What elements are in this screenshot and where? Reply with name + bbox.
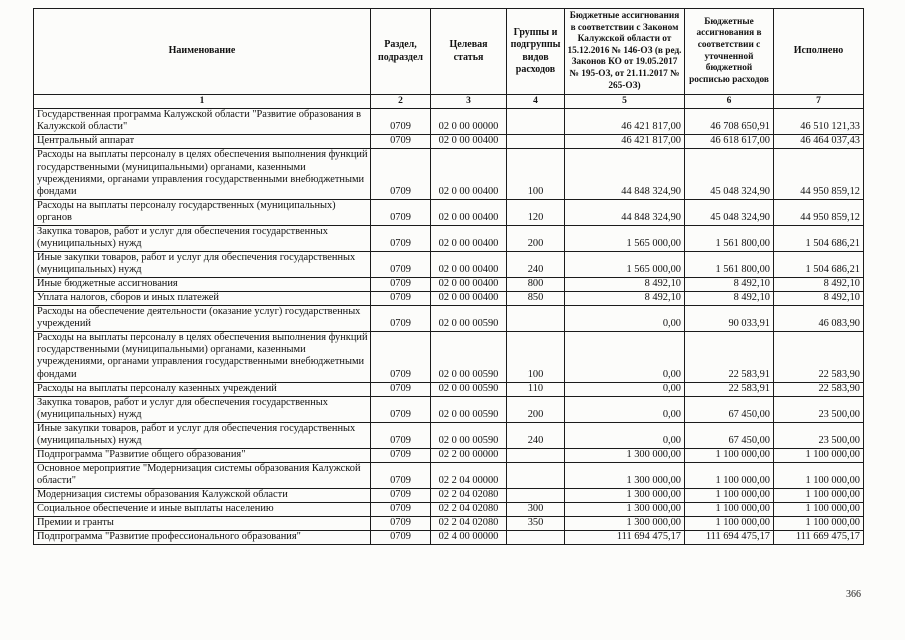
section-subsection-cell: 0709 bbox=[371, 489, 431, 503]
column-number: 4 bbox=[507, 95, 565, 109]
target-article-cell: 02 0 00 00400 bbox=[431, 225, 507, 251]
name-cell: Подпрограмма "Развитие общего образования" bbox=[34, 448, 371, 462]
header-name: Наименование bbox=[34, 9, 371, 95]
table-row bbox=[34, 448, 864, 462]
page-number: 366 bbox=[846, 589, 861, 600]
name-cell: Премии и гранты bbox=[34, 517, 371, 531]
law-appropriation-cell: 0,00 bbox=[565, 306, 685, 332]
executed-cell: 46 083,90 bbox=[774, 306, 864, 332]
section-subsection-cell: 0709 bbox=[371, 199, 431, 225]
name-cell: Государственная программа Калужской области "Развитие образования в Калужской области" bbox=[34, 109, 371, 135]
table-row bbox=[34, 531, 864, 545]
updated-appropriation-cell: 1 100 000,00 bbox=[685, 462, 774, 488]
executed-cell: 1 100 000,00 bbox=[774, 517, 864, 531]
section-subsection-cell: 0709 bbox=[371, 251, 431, 277]
expense-group-cell: 800 bbox=[507, 278, 565, 292]
expense-group-cell: 200 bbox=[507, 396, 565, 422]
updated-appropriation-cell: 8 492,10 bbox=[685, 292, 774, 306]
law-appropriation-cell: 1 300 000,00 bbox=[565, 448, 685, 462]
header-target-article: Целевая статья bbox=[431, 9, 507, 95]
column-number-row bbox=[34, 95, 864, 109]
target-article-cell: 02 2 04 02080 bbox=[431, 503, 507, 517]
section-subsection-cell: 0709 bbox=[371, 332, 431, 382]
table-row bbox=[34, 332, 864, 382]
law-appropriation-cell: 1 300 000,00 bbox=[565, 517, 685, 531]
updated-appropriation-cell: 67 450,00 bbox=[685, 396, 774, 422]
law-appropriation-cell: 1 300 000,00 bbox=[565, 503, 685, 517]
target-article-cell: 02 0 00 00590 bbox=[431, 306, 507, 332]
column-number: 7 bbox=[774, 95, 864, 109]
updated-appropriation-cell: 8 492,10 bbox=[685, 278, 774, 292]
executed-cell: 1 100 000,00 bbox=[774, 448, 864, 462]
executed-cell: 8 492,10 bbox=[774, 278, 864, 292]
expense-group-cell bbox=[507, 109, 565, 135]
executed-cell: 8 492,10 bbox=[774, 292, 864, 306]
expense-group-cell: 240 bbox=[507, 251, 565, 277]
section-subsection-cell: 0709 bbox=[371, 135, 431, 149]
name-cell: Иные закупки товаров, работ и услуг для обеспечения государственных (муниципальных) нужд bbox=[34, 251, 371, 277]
law-appropriation-cell: 46 421 817,00 bbox=[565, 109, 685, 135]
executed-cell: 44 950 859,12 bbox=[774, 199, 864, 225]
budget-table bbox=[33, 8, 864, 545]
expense-group-cell: 850 bbox=[507, 292, 565, 306]
updated-appropriation-cell: 1 100 000,00 bbox=[685, 503, 774, 517]
target-article-cell: 02 0 00 00590 bbox=[431, 382, 507, 396]
section-subsection-cell: 0709 bbox=[371, 306, 431, 332]
target-article-cell: 02 2 04 00000 bbox=[431, 462, 507, 488]
executed-cell: 44 950 859,12 bbox=[774, 149, 864, 199]
expense-group-cell: 300 bbox=[507, 503, 565, 517]
section-subsection-cell: 0709 bbox=[371, 531, 431, 545]
target-article-cell: 02 2 04 02080 bbox=[431, 489, 507, 503]
expense-group-cell: 100 bbox=[507, 149, 565, 199]
target-article-cell: 02 0 00 00400 bbox=[431, 278, 507, 292]
name-cell: Расходы на выплаты персоналу государственных (муниципальных) органов bbox=[34, 199, 371, 225]
law-appropriation-cell: 1 300 000,00 bbox=[565, 462, 685, 488]
section-subsection-cell: 0709 bbox=[371, 503, 431, 517]
updated-appropriation-cell: 45 048 324,90 bbox=[685, 199, 774, 225]
header-law-appropriations: Бюджетные ассигнования в соответствии с Законом Калужской области от 15.12.2016 № 146-ОЗ (в ред. Законов КО от 19.05.2017 № 195-ОЗ, от 21.11.2017 № 265-ОЗ) bbox=[565, 9, 685, 95]
expense-group-cell bbox=[507, 531, 565, 545]
column-number: 1 bbox=[34, 95, 371, 109]
law-appropriation-cell: 0,00 bbox=[565, 332, 685, 382]
executed-cell: 1 100 000,00 bbox=[774, 489, 864, 503]
target-article-cell: 02 0 00 00400 bbox=[431, 292, 507, 306]
name-cell: Расходы на выплаты персоналу казенных учреждений bbox=[34, 382, 371, 396]
column-number: 6 bbox=[685, 95, 774, 109]
executed-cell: 46 510 121,33 bbox=[774, 109, 864, 135]
header-updated-appropriations: Бюджетные ассигнования в соответствии с уточненной бюджетной росписью расходов bbox=[685, 9, 774, 95]
table-row bbox=[34, 503, 864, 517]
updated-appropriation-cell: 46 618 617,00 bbox=[685, 135, 774, 149]
law-appropriation-cell: 1 565 000,00 bbox=[565, 225, 685, 251]
target-article-cell: 02 0 00 00400 bbox=[431, 199, 507, 225]
column-number: 5 bbox=[565, 95, 685, 109]
law-appropriation-cell: 44 848 324,90 bbox=[565, 149, 685, 199]
table-row bbox=[34, 149, 864, 199]
updated-appropriation-cell: 22 583,91 bbox=[685, 382, 774, 396]
updated-appropriation-cell: 1 100 000,00 bbox=[685, 448, 774, 462]
law-appropriation-cell: 44 848 324,90 bbox=[565, 199, 685, 225]
expense-group-cell bbox=[507, 462, 565, 488]
updated-appropriation-cell: 45 048 324,90 bbox=[685, 149, 774, 199]
table-row bbox=[34, 278, 864, 292]
name-cell: Расходы на выплаты персоналу в целях обеспечения выполнения функций государственными (муниципальными) органами, казенными учреждениями, органами управления государственными внебюджетными фондами bbox=[34, 332, 371, 382]
target-article-cell: 02 0 00 00400 bbox=[431, 149, 507, 199]
executed-cell: 111 669 475,17 bbox=[774, 531, 864, 545]
expense-group-cell bbox=[507, 306, 565, 332]
updated-appropriation-cell: 67 450,00 bbox=[685, 422, 774, 448]
updated-appropriation-cell: 22 583,91 bbox=[685, 332, 774, 382]
updated-appropriation-cell: 111 694 475,17 bbox=[685, 531, 774, 545]
executed-cell: 1 100 000,00 bbox=[774, 503, 864, 517]
updated-appropriation-cell: 90 033,91 bbox=[685, 306, 774, 332]
expense-group-cell bbox=[507, 489, 565, 503]
name-cell: Иные закупки товаров, работ и услуг для обеспечения государственных (муниципальных) нужд bbox=[34, 422, 371, 448]
header-executed: Исполнено bbox=[774, 9, 864, 95]
name-cell: Подпрограмма "Развитие профессионального образования" bbox=[34, 531, 371, 545]
table-row bbox=[34, 422, 864, 448]
law-appropriation-cell: 0,00 bbox=[565, 422, 685, 448]
executed-cell: 22 583,90 bbox=[774, 332, 864, 382]
section-subsection-cell: 0709 bbox=[371, 448, 431, 462]
section-subsection-cell: 0709 bbox=[371, 149, 431, 199]
law-appropriation-cell: 111 694 475,17 bbox=[565, 531, 685, 545]
law-appropriation-cell: 0,00 bbox=[565, 396, 685, 422]
law-appropriation-cell: 46 421 817,00 bbox=[565, 135, 685, 149]
target-article-cell: 02 0 00 00400 bbox=[431, 251, 507, 277]
law-appropriation-cell: 1 300 000,00 bbox=[565, 489, 685, 503]
header-section: Раздел, подраздел bbox=[371, 9, 431, 95]
expense-group-cell: 120 bbox=[507, 199, 565, 225]
section-subsection-cell: 0709 bbox=[371, 462, 431, 488]
table-row bbox=[34, 199, 864, 225]
table-row bbox=[34, 462, 864, 488]
section-subsection-cell: 0709 bbox=[371, 422, 431, 448]
table-row bbox=[34, 489, 864, 503]
executed-cell: 23 500,00 bbox=[774, 396, 864, 422]
name-cell: Иные бюджетные ассигнования bbox=[34, 278, 371, 292]
target-article-cell: 02 2 00 00000 bbox=[431, 448, 507, 462]
table-row bbox=[34, 306, 864, 332]
target-article-cell: 02 0 00 00590 bbox=[431, 396, 507, 422]
name-cell: Закупка товаров, работ и услуг для обеспечения государственных (муниципальных) нужд bbox=[34, 225, 371, 251]
name-cell: Основное мероприятие "Модернизация системы образования Калужской области" bbox=[34, 462, 371, 488]
expense-group-cell: 350 bbox=[507, 517, 565, 531]
executed-cell: 1 504 686,21 bbox=[774, 251, 864, 277]
table-row bbox=[34, 251, 864, 277]
target-article-cell: 02 0 00 00590 bbox=[431, 332, 507, 382]
table-row bbox=[34, 225, 864, 251]
executed-cell: 46 464 037,43 bbox=[774, 135, 864, 149]
table-row bbox=[34, 382, 864, 396]
target-article-cell: 02 0 00 00000 bbox=[431, 109, 507, 135]
expense-group-cell: 240 bbox=[507, 422, 565, 448]
target-article-cell: 02 0 00 00400 bbox=[431, 135, 507, 149]
law-appropriation-cell: 8 492,10 bbox=[565, 292, 685, 306]
section-subsection-cell: 0709 bbox=[371, 292, 431, 306]
section-subsection-cell: 0709 bbox=[371, 382, 431, 396]
expense-group-cell: 100 bbox=[507, 332, 565, 382]
law-appropriation-cell: 1 565 000,00 bbox=[565, 251, 685, 277]
header-expense-groups: Группы и подгруппы видов расходов bbox=[507, 9, 565, 95]
target-article-cell: 02 2 04 02080 bbox=[431, 517, 507, 531]
expense-group-cell bbox=[507, 448, 565, 462]
name-cell: Расходы на обеспечение деятельности (оказание услуг) государственных учреждений bbox=[34, 306, 371, 332]
executed-cell: 1 504 686,21 bbox=[774, 225, 864, 251]
expense-group-cell: 200 bbox=[507, 225, 565, 251]
updated-appropriation-cell: 1 561 800,00 bbox=[685, 225, 774, 251]
header-row bbox=[34, 9, 864, 95]
table-row bbox=[34, 517, 864, 531]
expense-group-cell bbox=[507, 135, 565, 149]
section-subsection-cell: 0709 bbox=[371, 109, 431, 135]
name-cell: Уплата налогов, сборов и иных платежей bbox=[34, 292, 371, 306]
name-cell: Центральный аппарат bbox=[34, 135, 371, 149]
expense-group-cell: 110 bbox=[507, 382, 565, 396]
updated-appropriation-cell: 1 100 000,00 bbox=[685, 517, 774, 531]
executed-cell: 1 100 000,00 bbox=[774, 462, 864, 488]
section-subsection-cell: 0709 bbox=[371, 396, 431, 422]
table-row bbox=[34, 135, 864, 149]
table-row bbox=[34, 396, 864, 422]
section-subsection-cell: 0709 bbox=[371, 517, 431, 531]
law-appropriation-cell: 8 492,10 bbox=[565, 278, 685, 292]
name-cell: Модернизация системы образования Калужской области bbox=[34, 489, 371, 503]
name-cell: Социальное обеспечение и иные выплаты населению bbox=[34, 503, 371, 517]
column-number: 3 bbox=[431, 95, 507, 109]
section-subsection-cell: 0709 bbox=[371, 225, 431, 251]
executed-cell: 23 500,00 bbox=[774, 422, 864, 448]
name-cell: Закупка товаров, работ и услуг для обеспечения государственных (муниципальных) нужд bbox=[34, 396, 371, 422]
column-number: 2 bbox=[371, 95, 431, 109]
updated-appropriation-cell: 1 561 800,00 bbox=[685, 251, 774, 277]
name-cell: Расходы на выплаты персоналу в целях обеспечения выполнения функций государственными (муниципальными) органами, казенными учреждениями, органами управления государственными внебюджетными фондами bbox=[34, 149, 371, 199]
table-row bbox=[34, 109, 864, 135]
section-subsection-cell: 0709 bbox=[371, 278, 431, 292]
updated-appropriation-cell: 46 708 650,91 bbox=[685, 109, 774, 135]
table-row bbox=[34, 292, 864, 306]
target-article-cell: 02 4 00 00000 bbox=[431, 531, 507, 545]
table-body bbox=[34, 109, 864, 545]
updated-appropriation-cell: 1 100 000,00 bbox=[685, 489, 774, 503]
law-appropriation-cell: 0,00 bbox=[565, 382, 685, 396]
target-article-cell: 02 0 00 00590 bbox=[431, 422, 507, 448]
executed-cell: 22 583,90 bbox=[774, 382, 864, 396]
